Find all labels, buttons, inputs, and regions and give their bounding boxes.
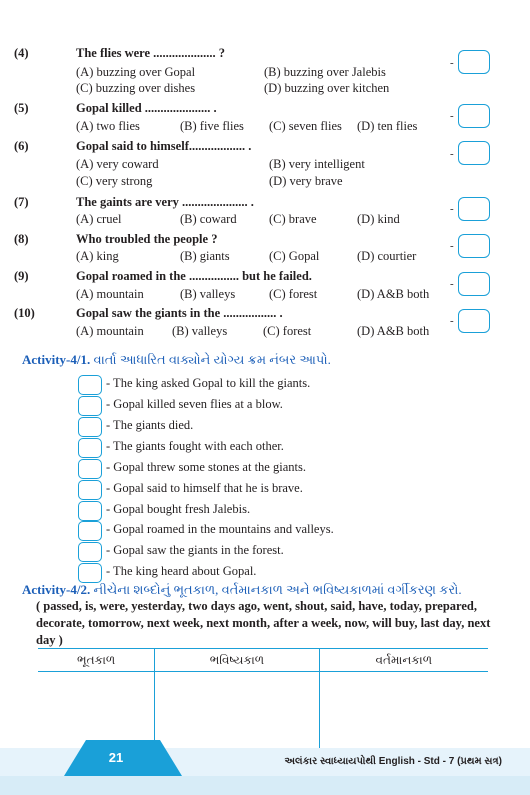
activity-1-title xyxy=(22,352,331,368)
option-a: (A) very coward xyxy=(76,157,159,171)
question-number: (6) xyxy=(14,139,29,153)
option-d: (D) buzzing over kitchen xyxy=(264,81,390,95)
dash: - xyxy=(450,110,454,122)
option-b: (B) giants xyxy=(180,249,230,263)
word-list: ( passed, is, were, yesterday, two days ago, went, shout, said, have, today, prepared, decorate, tomorrow, next week, next month, after a week, now, will buy, last day, next day ) xyxy=(36,599,491,647)
option-b: (B) coward xyxy=(180,212,237,226)
dash: - xyxy=(450,315,454,327)
sequence-sentence: - Gopal killed seven flies at a blow. xyxy=(106,397,283,411)
answer-box[interactable] xyxy=(458,234,490,258)
option-b: (B) valleys xyxy=(180,287,236,301)
answer-box[interactable] xyxy=(458,309,490,333)
page-number: 21 xyxy=(108,750,124,765)
option-c: (C) Gopal xyxy=(269,249,320,263)
question-number: (4) xyxy=(14,46,29,60)
footer-strip xyxy=(0,776,530,795)
option-a: (A) two flies xyxy=(76,119,140,133)
option-c: (C) forest xyxy=(263,324,312,338)
column-header-future: ભવિષ્યકાળ xyxy=(155,649,319,672)
footer-title: અલંકાર સ્વાધ્યાયપોથી English - Std - 7 (પ્રથમ સત્ર) xyxy=(284,756,502,767)
option-a: (A) mountain xyxy=(76,287,144,301)
sequence-sentence: - Gopal said to himself that he is brave. xyxy=(106,481,303,495)
option-d: (D) kind xyxy=(357,212,400,226)
question-stem: Gopal killed ..................... . xyxy=(76,101,217,115)
sequence-box[interactable] xyxy=(78,563,102,583)
question-stem: The flies were .................... ? xyxy=(76,46,226,60)
option-b: (B) five flies xyxy=(180,119,244,133)
question-number: (9) xyxy=(14,269,29,283)
dash: - xyxy=(450,57,454,69)
option-a: (A) cruel xyxy=(76,212,122,226)
question-stem: The gaints are very ..................... . xyxy=(76,195,254,209)
option-c: (C) forest xyxy=(269,287,318,301)
option-a: (A) king xyxy=(76,249,119,263)
answer-box[interactable] xyxy=(458,272,490,296)
sequence-sentence: - Gopal bought fresh Jalebis. xyxy=(106,502,251,516)
answer-box[interactable] xyxy=(458,141,490,165)
question-number: (7) xyxy=(14,195,29,209)
question-stem: Gopal said to himself.................. . xyxy=(76,139,252,153)
activity-1-instruction: વાર્તા આધારિત વાક્યોને યોગ્ય ક્રમ નંબર આપો. xyxy=(90,352,331,367)
option-a: (A) buzzing over Gopal xyxy=(76,65,196,79)
sequence-sentence: - The king heard about Gopal. xyxy=(106,564,257,578)
answer-box[interactable] xyxy=(458,197,490,221)
question-number: (10) xyxy=(14,306,35,320)
answer-box[interactable] xyxy=(458,50,490,74)
activity-1-prefix: Activity-4/1. xyxy=(22,352,91,367)
answer-box[interactable] xyxy=(458,104,490,128)
dash: - xyxy=(450,240,454,252)
sequence-box[interactable] xyxy=(78,501,102,521)
dash: - xyxy=(450,148,454,160)
option-b: (B) very intelligent xyxy=(269,157,365,171)
option-c: (C) buzzing over dishes xyxy=(76,81,196,95)
question-stem: Who troubled the people ? xyxy=(76,232,218,246)
sequence-box[interactable] xyxy=(78,375,102,395)
option-d: (D) courtier xyxy=(357,249,417,263)
question-number: (8) xyxy=(14,232,29,246)
sequence-sentence: - Gopal roamed in the mountains and valleys. xyxy=(106,522,334,536)
sequence-sentence: - The giants died. xyxy=(106,418,194,432)
option-a: (A) mountain xyxy=(76,324,144,338)
option-d: (D) ten flies xyxy=(357,119,418,133)
option-d: (D) A&B both xyxy=(357,287,430,301)
sequence-box[interactable] xyxy=(78,438,102,458)
column-header-present: વર્તમાનકાળ xyxy=(319,649,488,672)
option-c: (C) brave xyxy=(269,212,317,226)
sequence-box[interactable] xyxy=(78,417,102,437)
sequence-box[interactable] xyxy=(78,521,102,541)
option-b: (B) valleys xyxy=(172,324,228,338)
sequence-sentence: - The giants fought with each other. xyxy=(106,439,284,453)
sequence-sentence: - The king asked Gopal to kill the giants. xyxy=(106,376,311,390)
column-header-past: ભૂતકાળ xyxy=(38,649,155,672)
sequence-sentence: - Gopal threw some stones at the giants. xyxy=(106,460,306,474)
option-c: (C) seven flies xyxy=(269,119,342,133)
dash: - xyxy=(450,203,454,215)
sequence-box[interactable] xyxy=(78,459,102,479)
sequence-sentence: - Gopal saw the giants in the forest. xyxy=(106,543,284,557)
question-number: (5) xyxy=(14,101,29,115)
activity-2-instruction: નીચેના શબ્દોનું ભૂતકાળ, વર્તમાનકાળ અને ભવિષ્યકાળમાં વર્ગીકરણ કરો. xyxy=(90,582,462,597)
question-stem: Gopal saw the giants in the ................. . xyxy=(76,306,283,320)
activity-2-title xyxy=(22,582,462,598)
option-c: (C) very strong xyxy=(76,174,153,188)
activity-2-prefix: Activity-4/2. xyxy=(22,582,91,597)
question-stem: Gopal roamed in the ................ but he failed. xyxy=(76,269,312,283)
option-d: (D) very brave xyxy=(269,174,343,188)
option-d: (D) A&B both xyxy=(357,324,430,338)
sequence-box[interactable] xyxy=(78,542,102,562)
dash: - xyxy=(450,278,454,290)
option-b: (B) buzzing over Jalebis xyxy=(264,65,386,79)
sequence-box[interactable] xyxy=(78,480,102,500)
sequence-box[interactable] xyxy=(78,396,102,416)
